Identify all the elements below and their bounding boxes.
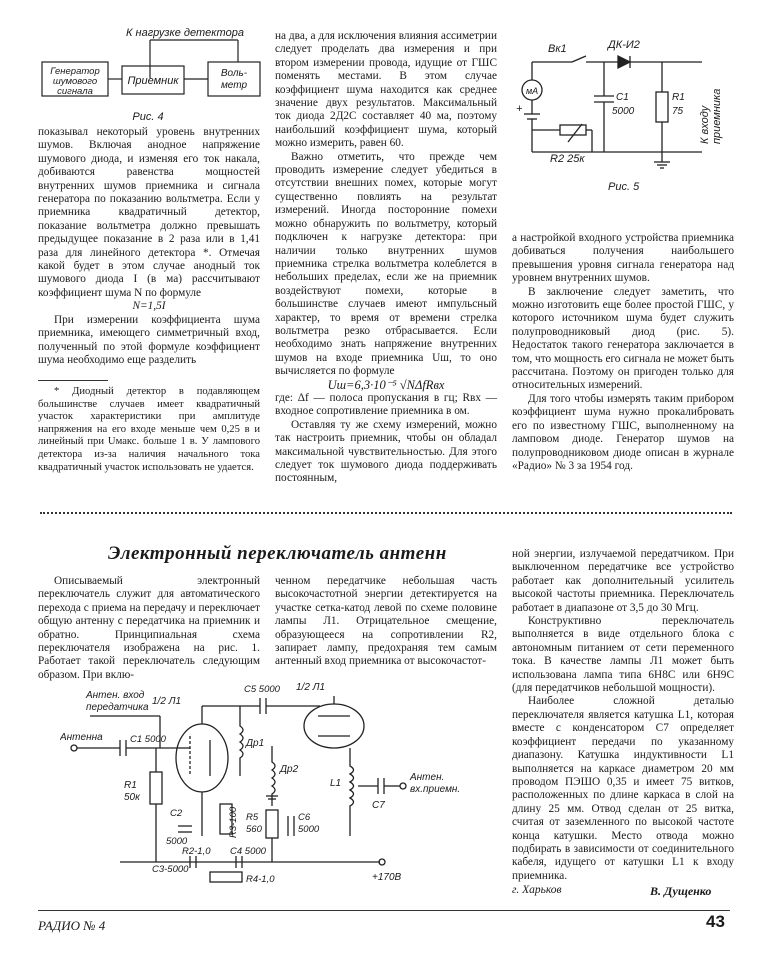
col2-paragraph-3: где: Δf — полоса пропускания в гц; Rвх — входное сопротивление приемника в ом. (275, 391, 497, 418)
section-separator (40, 512, 732, 514)
article-column-3 (512, 548, 734, 883)
article-col3-paragraph-2: Конструктивно переключатель выполняется в виде отдельного блока с автономным питанием от сети переменного тока. В качестве лампы Л1 может быть использована лампа типа 6Н8С или 6Н9С (для передатчиков небольшой мощности). (512, 615, 734, 695)
col1-paragraph-1: показывал некоторый уровень внутренних шумов. Включая анодное напряжение шумового диода, и изменяя его ток накала, добиваются равенства мощностей внутренних шумов приемника и сигнала генератора по показанию вольтметра. Если у приемника квадратичный детектор, показание вольтметра должно превышать предыдущее показание в 2 раза или в 1,41 раза для линейного детектора *. Отмечая какой будет в этом случае анодный ток шумового диода I (в ма) рассчитывают коэффициент шума N по формуле (38, 126, 260, 299)
footnote-text: * Диодный детектор в подавляющем большинстве случаев имеет квадратичный участок характеристики при амплитуде напряжения на его входе меньше чем 0,25 в и линейный при Uмакс. больше 1 в. У лампового детектора из-за наличия начального тока квадратичный участок использовать не удается. (38, 386, 260, 473)
sch-dr2-label: Др2 (280, 764, 299, 775)
footnote (38, 386, 260, 474)
column-1 (38, 126, 260, 367)
fig5-output-line1: К входу (699, 105, 711, 144)
article-city: г. Харьков (512, 884, 562, 896)
fig5-r1-value: 75 (672, 106, 684, 117)
fig4-volt-line2: метр (220, 80, 248, 91)
col3-paragraph-3: Для того чтобы измерять таким прибором коэффициент шума нужно прокалибровать его по известному ГШС, выполненному на ламповом диоде. Генератор шумов на полупроводниковом диоде описан в журнале «Радио» № 3 за 1954 год. (512, 392, 734, 472)
fig5-r2-label: R2 25к (550, 153, 585, 165)
article-column-1 (38, 575, 260, 682)
article-col2-text: ченном передатчике небольшая часть высокочастотной энергии детектируется на участке сетка-катод левой по схеме половине лампы Л1. Отрицательное смещение, образующееся на сопротивлении R2, запирает лампу, предохраняя тем самым антенный вход приемника от высокочастот- (275, 575, 497, 668)
fig4-volt-line1: Воль- (220, 68, 248, 79)
fig4-gen-line1: Генератор (50, 66, 100, 77)
fig4-gen-line3: сигнала (57, 86, 93, 97)
sch-tx-input-line2: передатчика (86, 702, 149, 713)
fig5-diode-label: ДК-И2 (608, 39, 640, 51)
page-number: 43 (706, 912, 725, 931)
sch-r5-name: R5 (246, 812, 259, 823)
fig4-label-load: К нагрузке детектора (126, 27, 244, 39)
sch-r4-label: R4-1,0 (246, 874, 275, 885)
sch-c7-label: C7 (372, 800, 385, 811)
article-column-2 (275, 575, 497, 669)
fig5-r1-name: R1 (672, 92, 685, 103)
fig4-gen-line2: шумового (52, 76, 98, 87)
sch-r3-label: R3-100 (228, 806, 239, 838)
column-3 (512, 232, 734, 473)
sch-c6-name: C6 (298, 812, 311, 823)
fig4-caption: Рис. 4 (132, 111, 164, 123)
fig5-switch-label: Вк1 (548, 43, 567, 55)
col2-paragraph-4: Оставляя ту же схему измерений, можно так настроить приемник, чтобы он обладал максимальной чувствительностью. Для этого следует ток шумового диода поддерживать постоянным, (275, 418, 497, 485)
fig5-plus: + (516, 103, 523, 115)
sch-l1-label: L1 (330, 778, 342, 789)
fig5-c1-name: C1 (616, 92, 629, 103)
sch-rx-output-line1: Антен. (410, 772, 445, 783)
sch-c2-value: 5000 (166, 836, 188, 847)
figure-5-schematic (512, 34, 732, 194)
col2-paragraph-2: Важно отметить, что прежде чем проводить измерение следует убедиться в отсутствии внешних помех, которые могут существенно повлиять на результат измерений. Иногда посторонние помехи можно обнаружить по вольтметру, который подключен к нагрузке детектора: при наличии только внутренних шумов приемника стрелка вольтметра колеблется в небольших пределах, если же на приемник воздействуют помехи, которые в большинстве случаев имеют импульсный характер, то время от времени стрелка вольтметра резко отбрасывается. Если необходимо знать напряжение внутренних шумов на входе приемника Uш, то оно вычисляется по формуле (275, 150, 497, 378)
fig5-c1-value: 5000 (612, 106, 635, 117)
figure-4-block-diagram (38, 22, 266, 126)
article-author: В. Дущенко (650, 884, 712, 898)
footer-rule (38, 910, 730, 911)
footnote-rule (38, 380, 108, 381)
fig5-output-line2: приемника (711, 88, 723, 144)
sch-r5-value: 560 (246, 824, 262, 835)
sch-rx-output-line2: вх.приемн. (410, 784, 461, 795)
sch-r1-value: 50к (124, 792, 140, 803)
sch-half-tube-left: 1/2 Л1 (152, 696, 182, 707)
sch-c2-name: C2 (170, 808, 183, 819)
sch-c1-label: C1 5000 (130, 734, 166, 745)
article-title: Электронный переключатель антенн (108, 543, 447, 564)
formula-noise-factor: N=1,5I (132, 300, 166, 313)
column-2 (275, 30, 497, 486)
sch-supply-label: +170В (372, 872, 402, 883)
fig4-receiver-label: Приемник (127, 75, 179, 87)
sch-dr1-label: Др1 (246, 738, 265, 749)
sch-half-tube-right: 1/2 Л1 (296, 682, 326, 693)
antenna-switch-schematic (60, 676, 500, 896)
sch-r1-name: R1 (124, 780, 137, 791)
footer-magazine: РАДИО № 4 (38, 918, 106, 933)
article-col1-text: Описываемый электронный переключатель служит для автоматического перехода с приема на передачу и переключает общую антенну с передатчика на приемник и обратно. Принципиальная схема переключателя изображена на рис. 1. Работает такой переключатель следующим образом. При вклю- (38, 575, 260, 681)
article-col3-paragraph-1: ной энергии, излучаемой передатчиком. При выключенном передатчике все устройство работает как дополнительный усилитель высокой частоты приемника. Переключатель работает в диапазоне от 3,5 до 30 Мгц. (512, 548, 734, 614)
formula-noise-voltage: Uш=6,3·10⁻⁵ √NΔfRвх (327, 377, 445, 392)
article-col3-paragraph-3: Наиболее сложной деталью переключателя является катушка L1, которая вместе с конденсатором C7 определяет коэффициент передачи по указанному диапазону. Катушка индуктивности L1 выполняется на каркасе диаметром 20 мм проводом ПЭШО 0,35 и имеет 75 витков, расположенных по длине каркаса в слой на длину 25 мм. Отвод сделан от 25 витка, считая от заземленного по высокой частоте конца катушки. Место отвода можно подбирать в зависимости от соединительного кабеля, идущего от катушки L1 к входу приемника. (512, 695, 734, 882)
sch-tx-input-line1: Антен. вход (86, 690, 145, 701)
sch-c4-label: C4 5000 (230, 846, 266, 857)
col2-paragraph-1: на два, а для исключения влияния ассиметрии следует проделать два измерения и при втором измерении провода, идущие от ГШС поменять местами. В этом случае коэффициент шума находится как среднее значение двух результатов. Максимальный ток диода 2Д2С составляет 40 ма, поэтому наибольший коэффициент шума, который можно измерить, равен 60. (275, 30, 497, 150)
sch-c3-label: C3-5000 (152, 864, 189, 875)
fig5-meter-label: мА (526, 86, 539, 96)
sch-r2-label: R2-1,0 (182, 846, 211, 857)
col1-paragraph-2: При измерении коэффициента шума приемника, имеющего симметричный вход, полученный по этой формуле коэффициент шума необходимо еще разделить (38, 313, 260, 366)
sch-c6-value: 5000 (298, 824, 320, 835)
col3-paragraph-1: а настройкой входного устройства приемника добиваться получения наибольшего превышения уровня сигнала генератора над уровнем внутренних шумов. (512, 232, 734, 285)
sch-c5-label: C5 5000 (244, 684, 280, 695)
col3-paragraph-2: В заключение следует заметить, что можно изготовить еще более простой ГШС, у которого источником шума будет служить полупроводниковый диод (рис. 5). Недостаток такого генератора заключается в том, что мощность его сигнала не может быть рассчитана. Поэтому он пригоден только для относительных измерений. (512, 285, 734, 392)
fig5-caption: Рис. 5 (608, 181, 640, 193)
sch-antenna-label: Антенна (60, 732, 103, 743)
